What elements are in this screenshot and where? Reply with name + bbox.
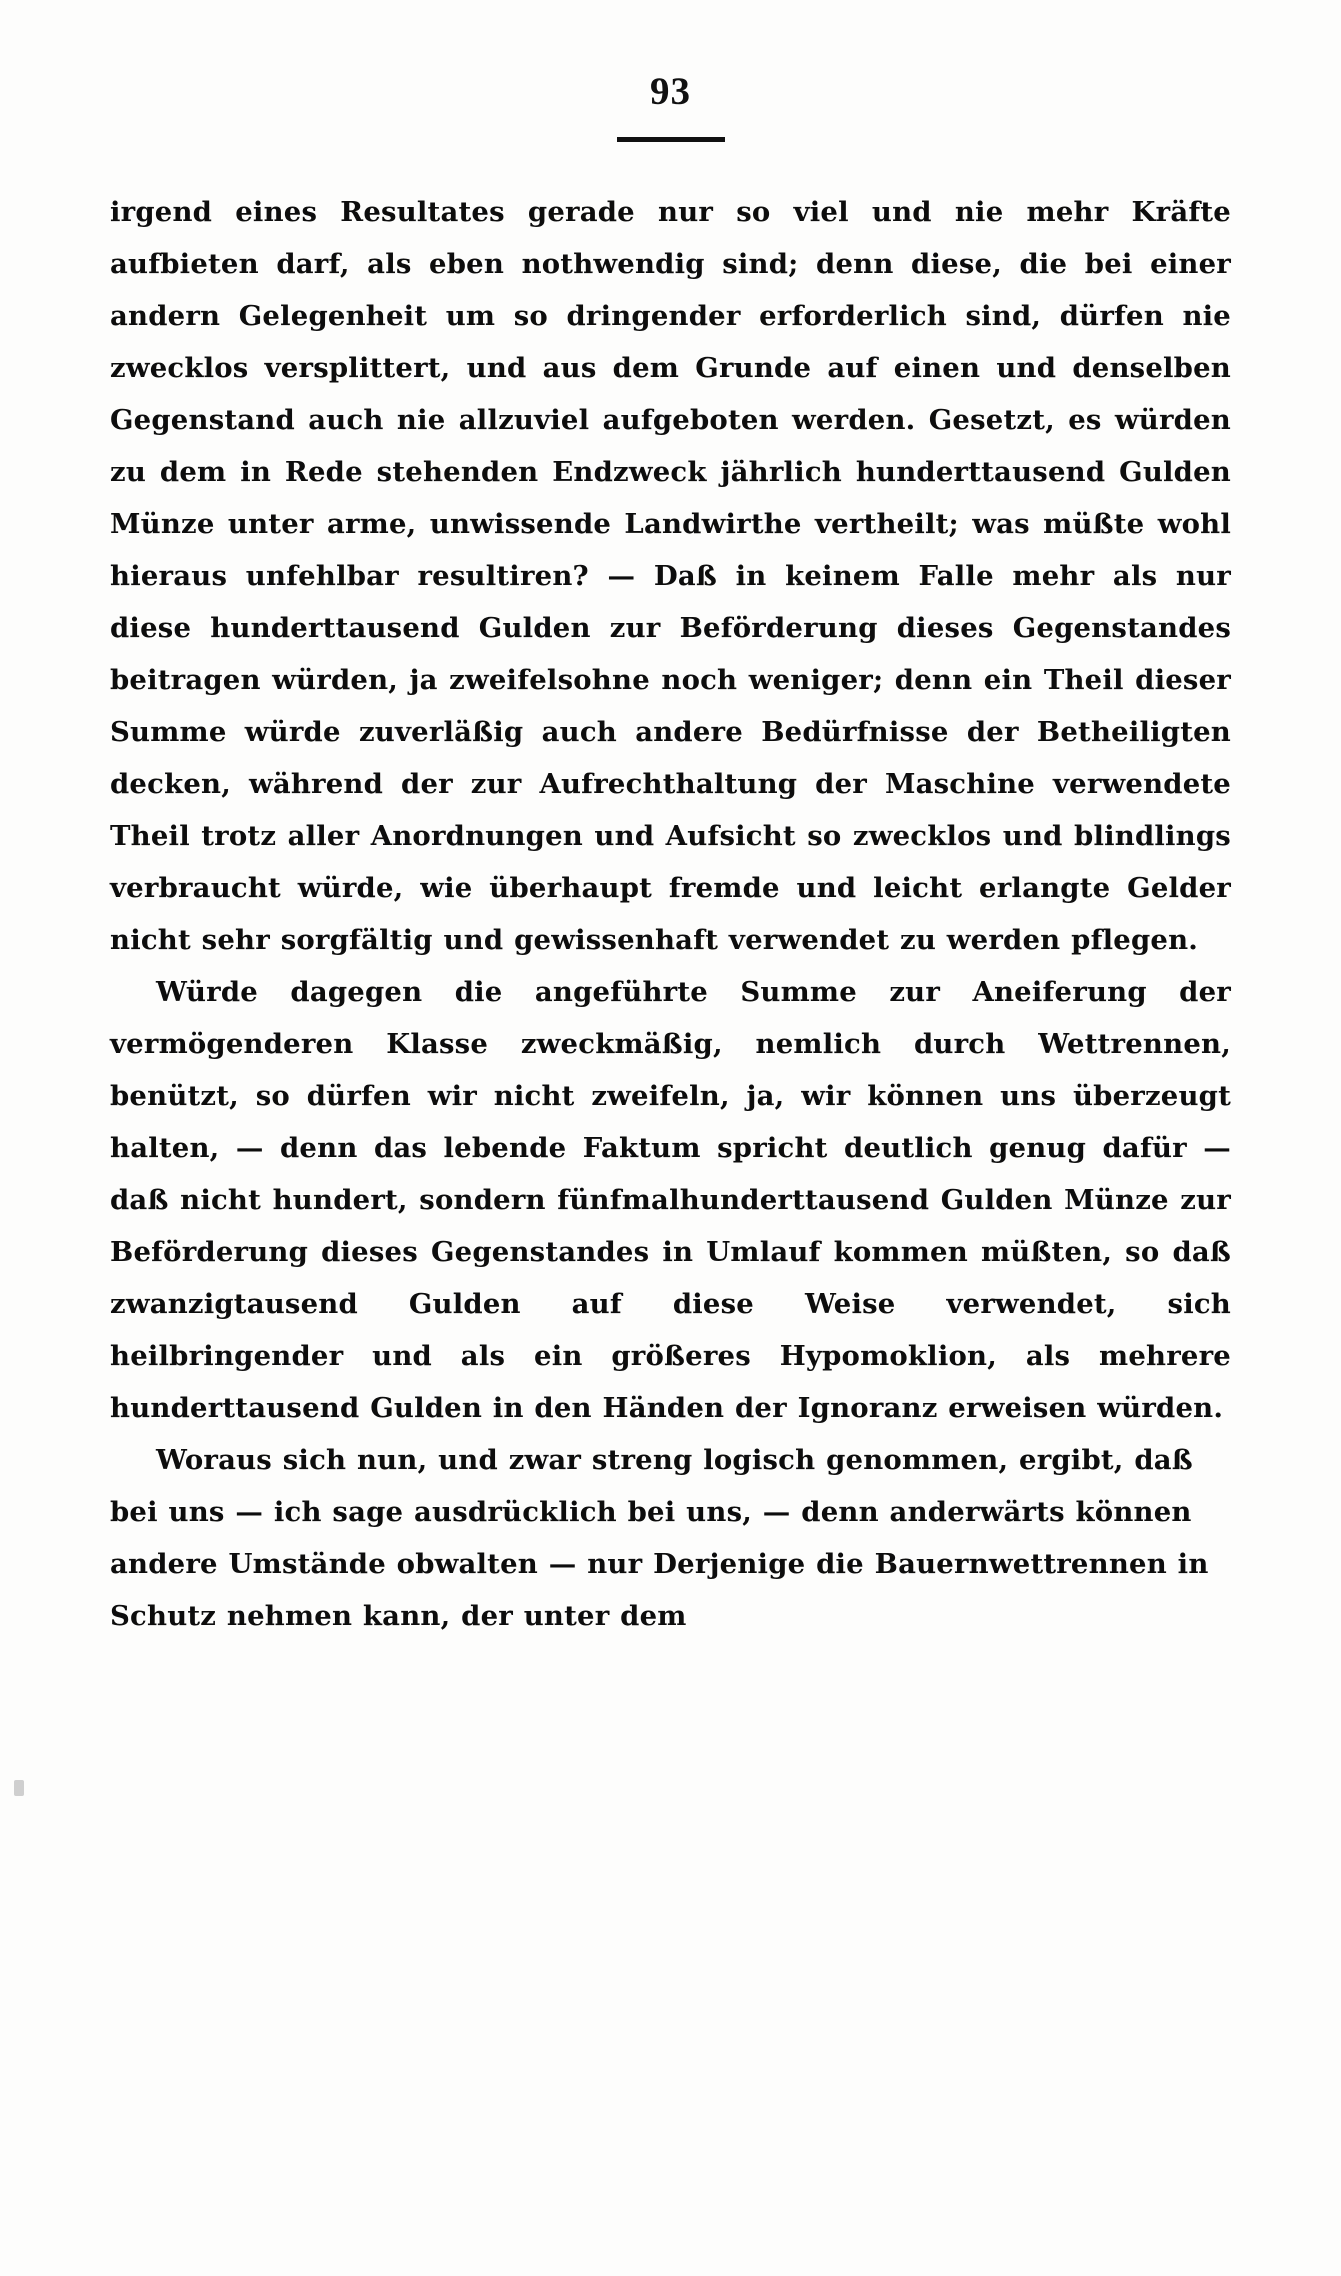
page-edge-mark (14, 1780, 24, 1796)
page-number: 93 (650, 70, 691, 113)
header-rule (617, 137, 725, 142)
paragraph-2: Würde dagegen die angeführte Summe zur Aneiferung der vermögenderen Klasse zweckmäßig, nemlich durch Wettrennen, benützt, so dürfen wir nicht zweifeln, ja, wir können uns überzeugt halten, — denn das lebende Faktum spricht deutlich genug dafür — daß nicht hundert, sondern fünfmalhunderttausend Gulden Münze zur Beförderung dieses Gegenstandes in Umlauf kommen müßten, so daß zwanzigtausend Gulden auf diese Weise verwendet, sich heilbringender und als ein größeres Hypomoklion, als mehrere hunderttausend Gulden in den Händen der Ignoranz erweisen würden. (110, 976, 1231, 1424)
page-body (110, 186, 1231, 1642)
paragraph-1: irgend eines Resultates gerade nur so viel und nie mehr Kräfte aufbieten darf, als eben nothwendig sind; denn diese, die bei einer andern Gelegenheit um so dringender erforderlich sind, dürfen nie zwecklos versplittert, und aus dem Grunde auf einen und denselben Gegenstand auch nie allzuviel aufgeboten werden. Gesetzt, es würden zu dem in Rede stehenden Endzweck jährlich hunderttausend Gulden Münze unter arme, unwissende Landwirthe vertheilt; was müßte wohl hieraus unfehlbar resultiren? — Daß in keinem Falle mehr als nur diese hunderttausend Gulden zur Beförderung dieses Gegenstandes beitragen würden, ja zweifelsohne noch weniger; denn ein Theil dieser Summe würde zuverläßig auch andere Bedürfnisse der Betheiligten decken, während der zur Aufrechthaltung der Maschine verwendete Theil trotz aller Anordnungen und Aufsicht so zwecklos und blindlings verbraucht würde, wie überhaupt fremde und leicht erlangte Gelder nicht sehr sorgfältig und gewissenhaft verwendet zu werden pflegen. (110, 196, 1231, 956)
paragraph-3: Woraus sich nun, und zwar streng logisch genommen, ergibt, daß bei uns — ich sage ausdrücklich bei uns, — denn anderwärts können andere Umstände obwalten — nur Derjenige die Bauernwettrennen in Schutz nehmen kann, der unter dem (110, 1444, 1209, 1632)
